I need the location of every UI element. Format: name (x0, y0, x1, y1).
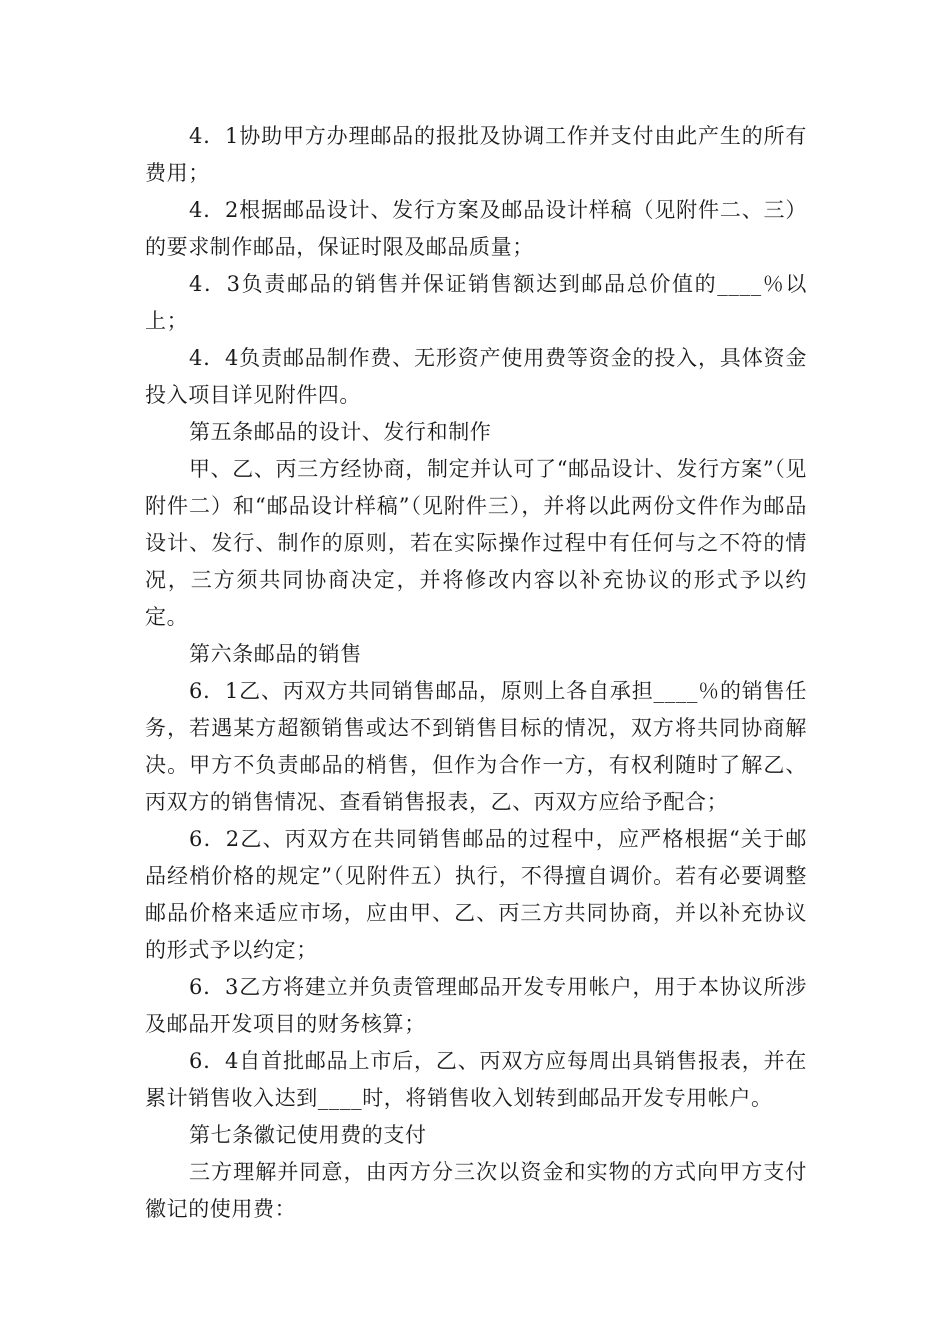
article-7-heading: 第七条徽记使用费的支付 (189, 1123, 427, 1147)
document-body (145, 118, 807, 1228)
article-6-heading: 第六条邮品的销售 (189, 642, 362, 666)
clause-6-3: 6．3乙方将建立并负责管理邮品开发专用帐户，用于本协议所涉及邮品开发项目的财务核算； (145, 975, 807, 1036)
article-7-body: 三方理解并同意，由丙方分三次以资金和实物的方式向甲方支付徽记的使用费： (145, 1160, 807, 1221)
article-5-body: 甲、乙、丙三方经协商，制定并认可了“邮品设计、发行方案”（见附件二）和“邮品设计样稿”（见附件三），并将以此两份文件作为邮品设计、发行、制作的原则，若在实际操作过程中有任何与之不符的情况，三方须共同协商决定，并将修改内容以补充协议的形式予以约定。 (145, 457, 807, 629)
clause-4-1: 4．1协助甲方办理邮品的报批及协调工作并支付由此产生的所有费用； (145, 124, 807, 185)
clause-4-3: 4．3负责邮品的销售并保证销售额达到邮品总价值的____％以上； (145, 272, 807, 333)
article-5-heading: 第五条邮品的设计、发行和制作 (189, 420, 492, 444)
clause-6-1: 6．1乙、丙双方共同销售邮品，原则上各自承担____％的销售任务，若遇某方超额销售或达不到销售目标的情况，双方将共同协商解决。甲方不负责邮品的梢售，但作为合作一方，有权利随时了解乙、丙双方的销售情况、查看销售报表，乙、丙双方应给予配合； (145, 679, 807, 814)
clause-4-2: 4．2根据邮品设计、发行方案及邮品设计样稿（见附件二、三）的要求制作邮品，保证时限及邮品质量； (145, 198, 807, 259)
clause-4-4: 4．4负责邮品制作费、无形资产使用费等资金的投入，具体资金投入项目详见附件四。 (145, 346, 807, 407)
clause-6-2: 6．2乙、丙双方在共同销售邮品的过程中，应严格根据“关于邮品经梢价格的规定”（见附件五）执行，不得擅自调价。若有必要调整邮品价格来适应市场，应由甲、乙、丙三方共同协商，并以补充协议的形式予以约定； (145, 827, 807, 962)
clause-6-4: 6．4自首批邮品上市后，乙、丙双方应每周出具销售报表，并在累计销售收入达到____时，将销售收入划转到邮品开发专用帐户。 (145, 1049, 807, 1110)
